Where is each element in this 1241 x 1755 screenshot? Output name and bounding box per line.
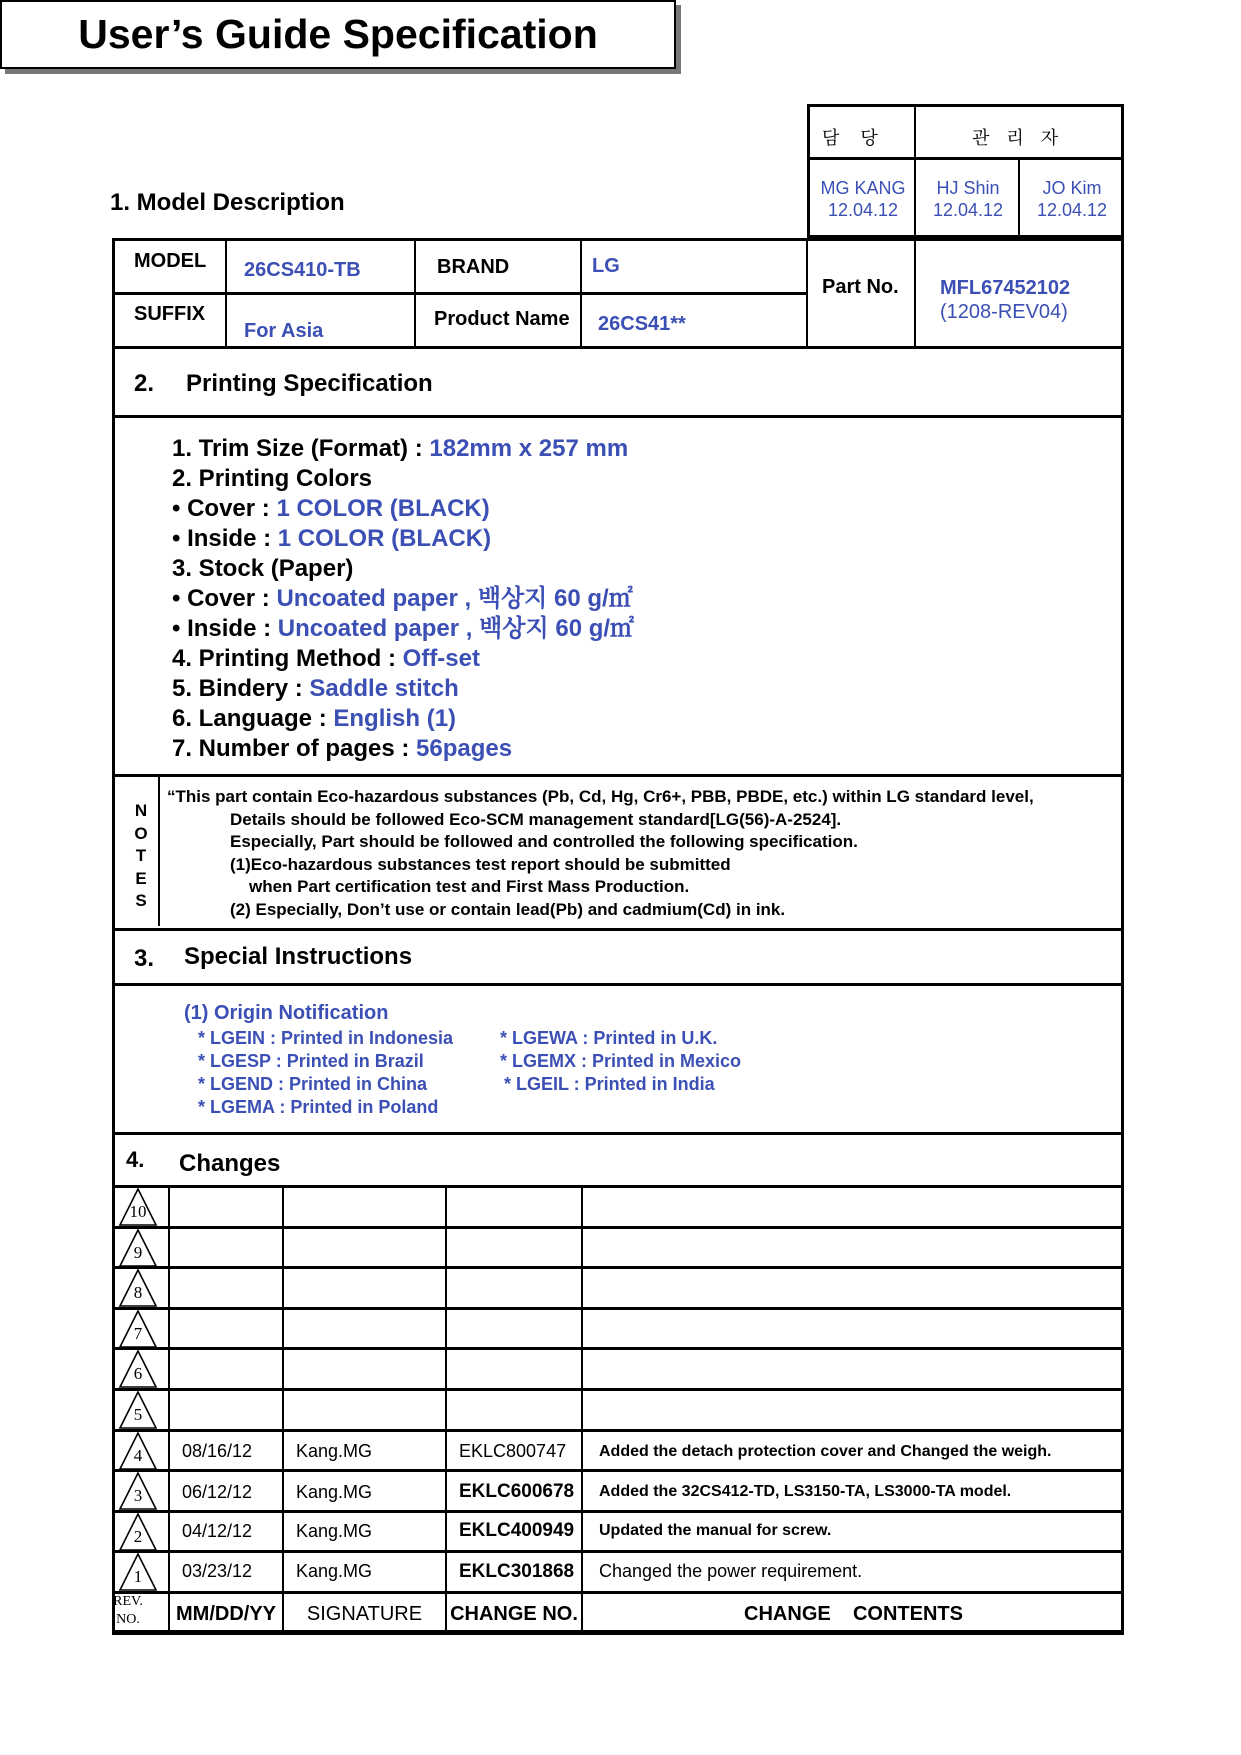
- signature-cell: Kang.MG: [296, 1561, 373, 1582]
- change-no-cell: EKLC600678: [459, 1481, 575, 1503]
- origin-item: * LGEIL : Printed in India: [504, 1074, 715, 1094]
- product-name-value: 26CS41**: [598, 313, 686, 335]
- spec-line: [172, 644, 634, 674]
- notes-letter: E: [135, 868, 147, 888]
- signer-name: JO Kim: [1042, 178, 1102, 198]
- changes-number: 4.: [126, 1147, 145, 1172]
- change-no-cell: EKLC400949: [459, 1520, 575, 1542]
- revision-number: 4: [133, 1445, 143, 1465]
- notes-line: (2) Especially, Don’t use or contain lead(Pb) and cadmium(Cd) in ink.: [230, 899, 786, 919]
- contents-cell: Changed the power requirement.: [599, 1561, 863, 1582]
- notes-letter: O: [134, 823, 148, 843]
- notes-line: Especially, Part should be followed and controlled the following specification.: [230, 832, 858, 851]
- row-divider: [112, 1266, 1124, 1269]
- row-divider: [112, 1307, 1124, 1310]
- notes-label: [134, 800, 148, 913]
- spec-label: • Inside :: [172, 525, 278, 552]
- product-name-label: Product Name: [434, 308, 570, 330]
- row-divider: [112, 1185, 1124, 1188]
- signer-2: [920, 177, 1016, 221]
- contents-cell: Added the 32CS412-TD, LS3150-TA, LS3000-TA model.: [599, 1483, 1012, 1501]
- signer-date: 12.04.12: [1036, 200, 1108, 220]
- date-cell: 03/23/12: [182, 1561, 253, 1582]
- model-label: MODEL: [134, 250, 207, 272]
- origin-item: * LGESP : Printed in Brazil: [198, 1051, 424, 1071]
- part-no-label: Part No.: [822, 276, 899, 298]
- suffix-label: SUFFIX: [134, 303, 206, 325]
- spec-value: Saddle stitch: [309, 675, 459, 702]
- special-number: 3.: [134, 945, 155, 972]
- spec-line: [172, 464, 634, 494]
- revision-number: 2: [133, 1526, 143, 1546]
- special-heading: Special Instructions: [184, 943, 413, 970]
- revision-number: 8: [133, 1283, 143, 1303]
- brand-label: BRAND: [437, 256, 510, 278]
- notes-line: (1)Eco-hazardous substances test report should be submitted: [230, 854, 731, 874]
- notes-letter: S: [135, 891, 147, 910]
- changes-heading: Changes: [179, 1150, 281, 1177]
- no-header: NO.: [116, 1612, 140, 1627]
- origin-item: * LGEMA : Printed in Poland: [198, 1097, 439, 1117]
- signature-cell: Kang.MG: [296, 1481, 373, 1502]
- signer-3: [1024, 177, 1120, 221]
- spec-label: 2. Printing Colors: [172, 465, 373, 492]
- revision-number: 3: [133, 1486, 143, 1506]
- changes-table: [112, 1186, 1124, 1633]
- spec-label: • Inside :: [172, 615, 278, 642]
- signer-name: HJ Shin: [936, 178, 1000, 198]
- row-divider: [112, 1388, 1124, 1391]
- change-no-cell: EKLC800747: [459, 1441, 567, 1462]
- signer-1: [815, 177, 911, 221]
- spec-label: 4. Printing Method :: [172, 645, 403, 672]
- signature-header: SIGNATURE: [306, 1602, 423, 1625]
- revision-number: 9: [133, 1242, 143, 1262]
- spec-line: [172, 734, 634, 764]
- column-divider: [282, 1186, 284, 1633]
- model-value: 26CS410-TB: [244, 259, 361, 281]
- brand-value: LG: [592, 255, 620, 277]
- row-divider: [112, 1347, 1124, 1350]
- spec-value: 1 COLOR (BLACK): [277, 525, 492, 552]
- signer-name: MG KANG: [820, 178, 906, 198]
- revision-number: 10: [129, 1202, 147, 1221]
- spec-label: 1. Trim Size (Format) :: [172, 435, 430, 462]
- spec-label: 7. Number of pages :: [172, 735, 417, 762]
- manager-label: 관 리 자: [972, 128, 1065, 148]
- printing-heading: Printing Specification: [186, 370, 433, 397]
- part-no-value: MFL67452102: [940, 277, 1071, 299]
- contents-cell: Added the detach protection cover and Changed the weigh.: [599, 1442, 1052, 1460]
- spec-line: [172, 524, 634, 554]
- charge-label: 담 당: [822, 128, 886, 148]
- spec-label: • Cover :: [172, 585, 277, 612]
- notes-line: when Part certification test and First Mass Production.: [249, 877, 690, 896]
- spec-label: 3. Stock (Paper): [172, 555, 354, 582]
- origin-item: * LGEND : Printed in China: [198, 1074, 428, 1094]
- notes-line: Details should be followed Eco-SCM management standard[LG(56)-A-2524].: [230, 809, 842, 829]
- date-cell: 04/12/12: [182, 1520, 253, 1541]
- contents-header: CHANGE CONTENTS: [744, 1602, 963, 1625]
- signer-date: 12.04.12: [827, 200, 899, 220]
- spec-line: [172, 494, 634, 524]
- spec-value: 56pages: [416, 735, 513, 762]
- model-description-heading: 1. Model Description: [110, 189, 345, 216]
- notes-text: [167, 786, 1034, 921]
- spec-line: [172, 674, 634, 704]
- notes-line: “This part contain Eco-hazardous substances (Pb, Cd, Hg, Cr6+, PBB, PBDE, etc.) within LG standard level,: [167, 787, 1034, 806]
- spec-value: 182mm x 257 mm: [429, 435, 629, 462]
- spec-value: 1 COLOR (BLACK): [276, 495, 490, 522]
- date-header: MM/DD/YY: [176, 1602, 276, 1625]
- date-cell: 08/16/12: [182, 1441, 253, 1462]
- column-divider: [168, 1186, 170, 1633]
- signer-date: 12.04.12: [932, 200, 1004, 220]
- revision-number: 7: [133, 1323, 143, 1343]
- signature-cell: Kang.MG: [296, 1520, 373, 1541]
- spec-value: Off-set: [402, 645, 480, 672]
- column-divider: [581, 1186, 583, 1633]
- suffix-value: For Asia: [244, 320, 324, 342]
- signature-cell: Kang.MG: [296, 1441, 373, 1462]
- origin-item: * LGEMX : Printed in Mexico: [500, 1051, 742, 1071]
- origin-list-left: [198, 1027, 453, 1119]
- contents-cell: Updated the manual for screw.: [599, 1522, 832, 1540]
- origin-item: * LGEIN : Printed in Indonesia: [198, 1028, 454, 1048]
- date-cell: 06/12/12: [182, 1481, 253, 1502]
- spec-label: • Cover :: [172, 495, 277, 522]
- printing-spec-list: [172, 434, 634, 764]
- spec-line: [172, 434, 634, 464]
- change-no-cell: EKLC301868: [459, 1560, 575, 1582]
- spec-value: Uncoated paper , 백상지 60 g/㎡: [276, 585, 633, 612]
- spec-line: [172, 554, 634, 584]
- origin-list-right: [500, 1027, 741, 1096]
- printing-number: 2.: [134, 370, 155, 397]
- column-divider: [445, 1186, 447, 1633]
- origin-heading: (1) Origin Notification: [184, 1002, 389, 1024]
- spec-value: Uncoated paper , 백상지 60 g/㎡: [277, 615, 635, 642]
- row-divider: [112, 1226, 1124, 1229]
- spec-label: 6. Language :: [172, 705, 334, 732]
- change-no-header: CHANGE NO.: [450, 1602, 578, 1625]
- revision-number: 5: [133, 1405, 143, 1424]
- spec-value: English (1): [333, 705, 457, 732]
- notes-letter: N: [134, 801, 148, 820]
- rev-header: REV.: [113, 1594, 143, 1609]
- spec-line: [172, 584, 634, 614]
- revision-number: 6: [133, 1364, 143, 1384]
- spec-line: [172, 704, 634, 734]
- revision-number: 1: [133, 1567, 143, 1587]
- part-rev: (1208-REV04): [940, 301, 1068, 323]
- origin-item: * LGEWA : Printed in U.K.: [500, 1028, 718, 1048]
- spec-label: 5. Bindery :: [172, 675, 310, 702]
- spec-line: [172, 614, 634, 644]
- notes-letter: T: [135, 846, 147, 865]
- page-title: User’s Guide Specification: [0, 0, 676, 69]
